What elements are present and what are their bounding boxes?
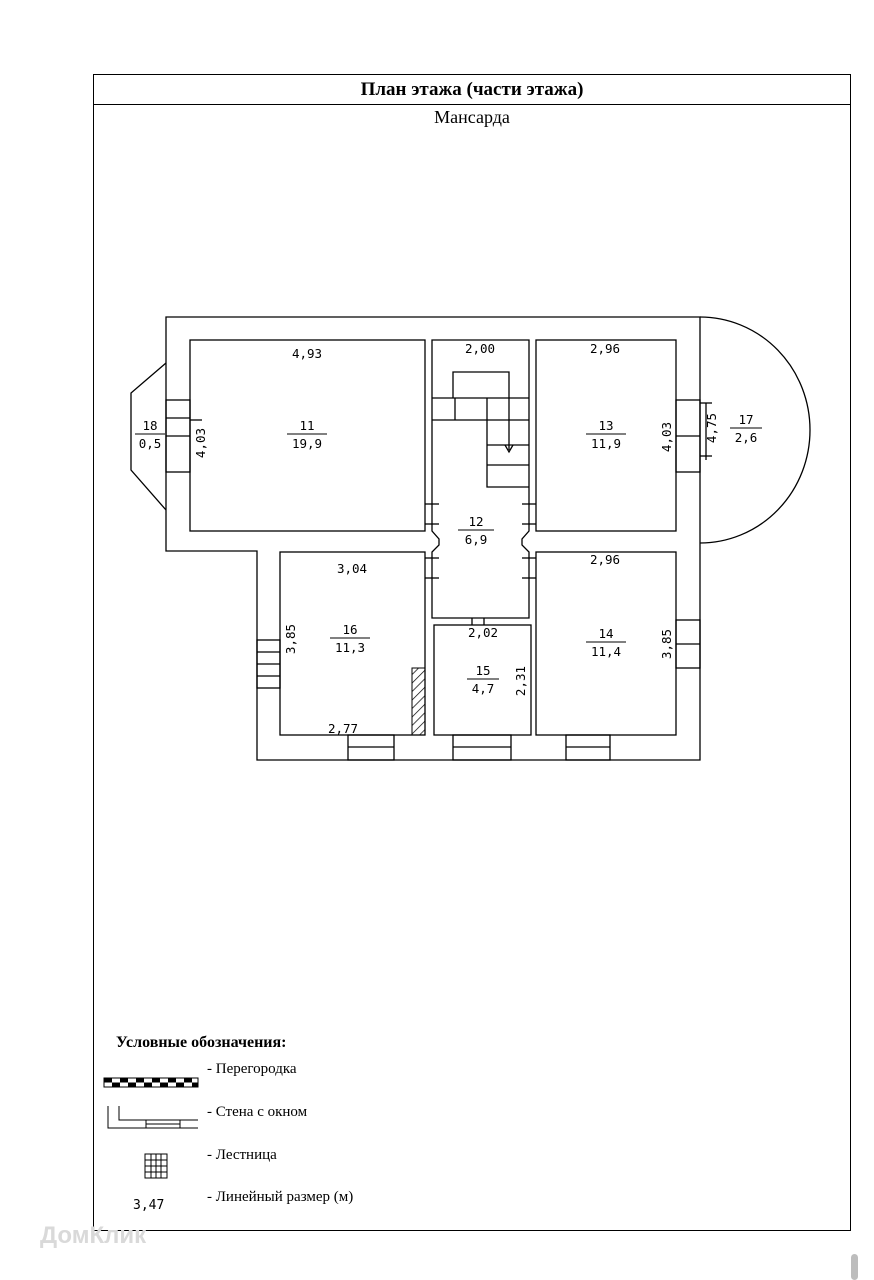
room-14-area: 11,4 xyxy=(590,644,622,659)
legend-dimension-sample: 3,47 xyxy=(133,1198,165,1213)
partition-symbol xyxy=(104,1078,198,1087)
room-14-number: 14 xyxy=(598,626,614,641)
room-13-width: 2,96 xyxy=(589,341,621,356)
room-15-number: 15 xyxy=(475,663,491,678)
legend-symbols xyxy=(104,1078,198,1178)
room-16-width-bottom: 2,77 xyxy=(327,721,359,736)
room-16-number: 16 xyxy=(342,622,358,637)
legend-title: Условные обозначения: xyxy=(116,1034,287,1051)
scrollbar-thumb[interactable] xyxy=(851,1254,858,1280)
room-17-height: 4,75 xyxy=(704,412,719,444)
room-12-number: 12 xyxy=(468,514,484,529)
room-12-outline xyxy=(432,340,529,618)
stairs-icon xyxy=(145,1154,167,1178)
room-14-width: 2,96 xyxy=(589,552,621,567)
room-15-width: 2,02 xyxy=(467,625,499,640)
room-16-width: 3,04 xyxy=(336,561,368,576)
watermark-logo: ДомКлик xyxy=(40,1222,147,1249)
outer-wall xyxy=(166,317,700,760)
stairs xyxy=(432,398,529,487)
room-15-area: 4,7 xyxy=(471,681,495,696)
legend-partition-label: - Перегородка xyxy=(207,1061,297,1077)
room-14-height: 3,85 xyxy=(659,628,674,660)
page-title: План этажа (части этажа) xyxy=(94,75,850,105)
room-11-width: 4,93 xyxy=(291,346,323,361)
room-16-height: 3,85 xyxy=(283,623,298,655)
room-12-area: 6,9 xyxy=(464,532,488,547)
room-11-area: 19,9 xyxy=(291,436,323,451)
room-18-number: 18 xyxy=(142,418,158,433)
room-13-height: 4,03 xyxy=(659,421,674,453)
wall-with-window-symbol xyxy=(108,1106,198,1128)
legend-dimension-label: - Линейный размер (м) xyxy=(207,1189,354,1205)
floor-name: Мансарда xyxy=(434,107,510,127)
room-16-area: 11,3 xyxy=(334,640,366,655)
legend-wall-window-label: - Стена с окном xyxy=(207,1104,308,1120)
room-13-area: 11,9 xyxy=(590,436,622,451)
room-17-number: 17 xyxy=(738,412,754,427)
room-17-area: 2,6 xyxy=(734,430,758,445)
hatched-partition xyxy=(412,668,425,735)
room-18-area: 0,5 xyxy=(138,436,162,451)
windows xyxy=(166,400,700,760)
room-11-number: 11 xyxy=(299,418,315,433)
room-15-height: 2,31 xyxy=(513,665,528,697)
room-12-width: 2,00 xyxy=(464,341,496,356)
legend-stairs-label: - Лестница xyxy=(207,1147,277,1163)
room-13-number: 13 xyxy=(598,418,614,433)
room-11-height: 4,03 xyxy=(193,427,208,459)
